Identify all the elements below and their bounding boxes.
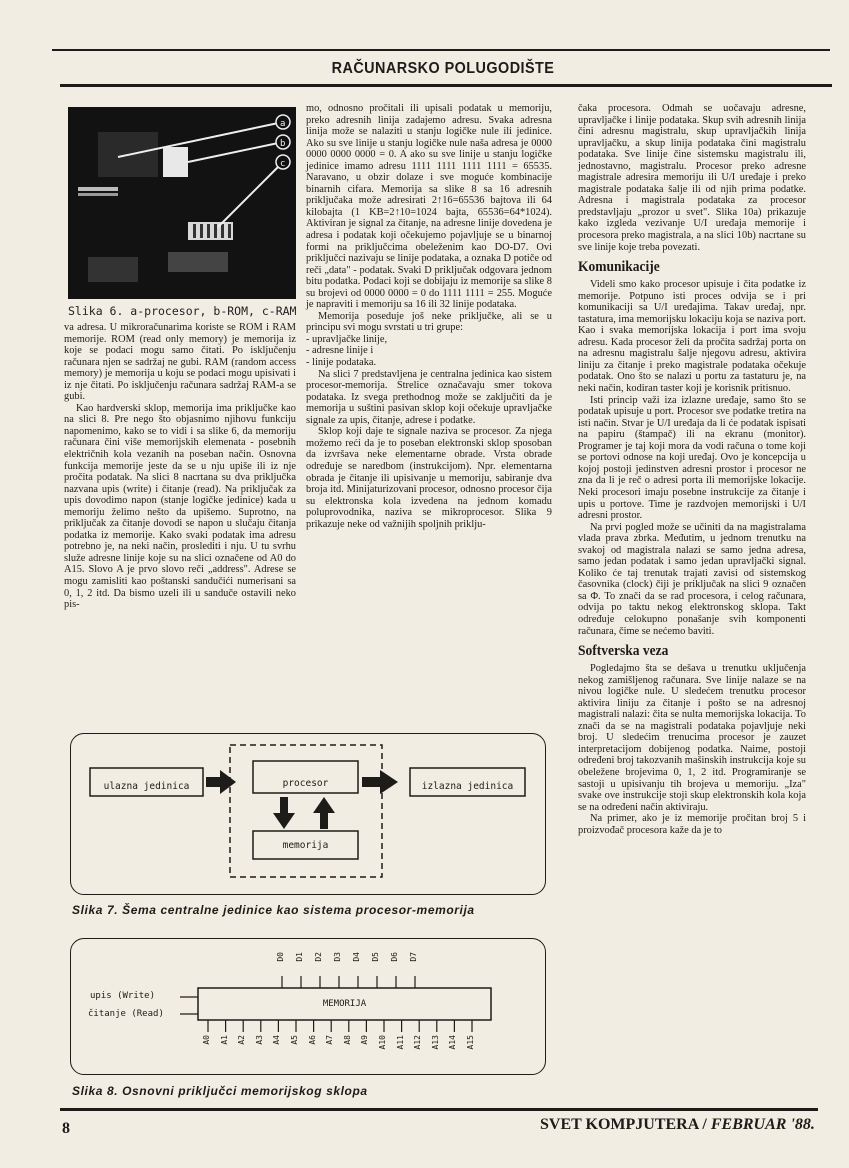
column-1 <box>64 322 296 611</box>
address-pin-label: A4 <box>272 1035 282 1045</box>
data-pin-label: D0 <box>276 952 285 962</box>
arrow-right-icon <box>206 770 236 794</box>
address-pin-label: A10 <box>378 1035 387 1050</box>
figure8-caption: Slika 8. Osnovni priključci memorijskog sklopa <box>72 1084 368 1098</box>
address-pin-label: A6 <box>307 1035 317 1045</box>
read-pin-label: čitanje (Read) <box>88 1009 164 1019</box>
address-pin-label: A3 <box>254 1035 264 1045</box>
chip-label: MEMORIJA <box>322 999 367 1009</box>
col2-paragraph-2: Memorija poseduje još neke priključke, ali se u principu svi mogu svrstati u tri grupe: <box>306 310 552 334</box>
address-pin-label: A5 <box>290 1035 299 1045</box>
issue-date: FEBRUAR '88. <box>710 1116 815 1133</box>
col2-list-item: - upravljačke linije, <box>306 333 388 345</box>
data-pins <box>282 976 415 988</box>
arrow-down-icon <box>273 797 295 829</box>
figure7-diagram <box>70 733 546 895</box>
footer-rule <box>60 1108 818 1111</box>
magazine-issue <box>540 1116 815 1134</box>
arrow-up-icon <box>313 797 335 829</box>
col2-list-item: - linije podataka. <box>306 357 377 369</box>
address-pin-label: A14 <box>448 1035 458 1050</box>
data-pin-label: D4 <box>352 952 361 962</box>
address-pin-label: A7 <box>325 1035 335 1045</box>
col1-paragraph-1: va adresa. U mikroračunarima koriste se ROM i RAM memorije. ROM (read only memory) je memorija iz koje se podaci mogu samo čitati. Po isključenju računara njen se sadržaj ne gubi. RAM (random access memory) je memorija u koju se podaci mogu upisivati i iz nje čitati. Po isključenju računara sadržaj RAM-a se gubi. <box>64 322 296 403</box>
address-pin-label: A2 <box>237 1035 247 1045</box>
photo-label-a: a <box>280 119 286 129</box>
photo-label-b: b <box>280 139 286 149</box>
col2-list-item: - adresne linije i <box>306 345 374 357</box>
address-pin-label: A13 <box>430 1035 440 1050</box>
col3-paragraph-1: čaka procesora. Odmah se uočavaju adresne, upravljačke i linije podataka. Skup svih adresnih linija čini adresnu magistralu, skup upravljačkih linija upravljačku, a skup linija podataka čini magistralu podataka. Sve linije čine sistemsku magistralu ili, jednostavno, magistralu. Procesor preko adresne magistrale adresira memoriju ili U/I uređaje i preko magistrale podataka šalje ili od njih prima podatke. Adresna i magistrala podataka za procesor predstavljaju „prozor u svet". Slika 10a) prikazuje kako izgleda vezivanje U/I uređaja memorije i procesora preko magistrala, a na slici 10b) nacrtane su sve linije koje treba povezati. <box>578 103 806 253</box>
address-pin-label: A9 <box>360 1035 370 1045</box>
data-pin-label: D5 <box>371 952 380 962</box>
col3-paragraph-2: Videli smo kako procesor upisuje i čita podatke iz memorije. Potpuno isti proces odvija se i pri komunikaciji sa U/I uređajima. Takav uređaj, npr. tastatura, ima memorijsku lokaciju koja se naziva port. Kao i svaka memorijska lokacija i port ima svoju adresu. Kada procesor želi da pročita sadržaj porta on na adresnu magistralu šalje njegovu adresu, aktivira liniju za čitanje i preko magistrale podataka očekuje podatak. Ono što se nalazi u portu za tastaturu je, na neki način, kodiran taster koji je korisnik pritisnuo. <box>578 279 806 395</box>
processor-label: procesor <box>282 778 329 789</box>
figure6-caption: Slika 6. a-procesor, b-ROM, c-RAM <box>68 304 297 318</box>
address-pin-label: A1 <box>219 1035 229 1045</box>
address-pin-label: A12 <box>413 1035 423 1050</box>
circuit-board-image <box>68 107 296 299</box>
col2-paragraph-1: mo, odnosno pročitali ili upisali podatak u memoriju, preko adresnih linija zadajemo adresu. Svaka adresna linija može se nalaziti u stanju logičke nule ili jedinice. Ako su sve linije u stanju logičke nule naša adresa je 0000 0000 0000 0000 = 0. A ako su sve linije u stanju logičke jedinice imamo adresu 1111 1111 1111 1111 = 65535. Naravano, u obzir dolaze i sve moguće kombinacije binarnih cifara. Memorija sa slike 8 sa 16 adresnih priključaka može adresirati 2↑16=65536 bajtova ili 64 kilobajta (1 KB=2↑10=1024 bajta, 65536=64*1024). Aktiviran je signal za čitanje, na adresne linije dovedena je adresa i podatak koji očekujemo pojavljuje se u binarnoj formi na priključcima obeleženim kao DO-D7. Ovi priključci nazivaju se linije podataka, a oznaka D potiče od reči „data" - podatak. Svaki D priključak odgovara jednom bitu podatka. Podaci koji se dobijaju iz memorije sa slike 8 su brojevi od 0000 0000 = 0 do 1111 1111 = 255. Moguće je napraviti i memoriju sa 16 ili 32 linije podataka. <box>306 103 552 311</box>
figure6-photo <box>68 107 296 299</box>
col3-paragraph-3: Isti princip važi iza izlazne uređaje, samo što se podatak upisuje u port. Procesor sve podatke tretira na isti način. Stvar je U/I uređaja da li će podatak ispisati na papiru (štampač) ili na ekranu (monitor). Programer je taj koji mora da vodi računa o tome koji se portovi odnose na koji uređaj. Ovo je koncepcija u kojoj postoji jedinstven adresni prostor i procesor ne zna da li je reč o adresi porta ili memorijske lokacije. Neki procesori imaju posebne instrukcije za čitanje i upis u portove. Time je razdvojen memorijski i U/I adresni prostor. <box>578 394 806 522</box>
output-unit-label: izlazna jedinica <box>421 781 514 792</box>
address-pins <box>208 1020 472 1032</box>
col2-paragraph-4: Sklop koji daje te signale naziva se procesor. Za njega možemo reći da je to poseban elektronski sklop sposoban da izvršava neke elementarne obrade. Vrsta obrade određuje se naredbom (instrukcijom). Npr. elementarna obrada je čitanje ili upisivanje u memoriju, sabiranje dva broja itd. Minijaturizovani procesor, odnosno procesor čija su elektronska kola izvedena na jednom komadu poluprovodnika, naziva se mikroprocesor. Slika 9 prikazuje neke od važnijih spoljnih priklju- <box>306 426 552 530</box>
col3-paragraph-5: Pogledajmo šta se dešava u trenutku uključenja nekog zamišljenog računara. Sve linije nalaze se na nivou logičke nule. U sledećem trenutku procesor aktivira liniju za čitanje i pošto se na adresnoj magistrali nalazi: čita se nulta memorijska lokacija. To znači da se na magistrali podataka pojavljuje neki broj. U sledećim trenucima procesor je zauzet interpretacijom dobijenog podatka. Naime, postoji određeni broj takozvanih mašinskih instrukcija koje su obeležene brojevima 0, 1, 2 itd. Programiranje se sastoji u upisivanju tih brojeva u memoriju. „Iza" svake ove instrukcije stoji skup elektronskih kola koja se na određeni način aktiviraju. <box>578 663 806 813</box>
address-pin-label: A15 <box>466 1035 475 1050</box>
column-2 <box>306 103 552 530</box>
arrow-right-icon <box>362 770 398 794</box>
section-heading-komunikacije: Komunikacije <box>578 259 660 276</box>
header-rule <box>60 84 832 87</box>
figure7-caption: Slika 7. Šema centralne jedinice kao sistema procesor-memorija <box>72 903 475 917</box>
address-pin-label: A0 <box>202 1035 211 1045</box>
input-unit-label: ulazna jedinica <box>103 781 190 792</box>
data-pin-label: D3 <box>333 952 342 962</box>
magazine-title: SVET KOMPJUTERA <box>540 1116 699 1133</box>
write-pin-label: upis (Write) <box>90 991 156 1001</box>
address-pin-label: A11 <box>395 1035 405 1050</box>
data-pin-label: D7 <box>409 952 418 962</box>
data-pin-label: D1 <box>295 952 304 962</box>
photo-label-c: c <box>280 159 286 169</box>
col1-paragraph-2: Kao hardverski sklop, memorija ima priključke kao na slici 8. Pre nego što objasnimo njihovu funkciju napomenimo, kako se to vidi i sa slike 6, da memoriju računara čini više memorijskih elemenata - posebnih električnih kola vezanih na poseban način. Osnovna funkcija memorije jeste da se u nju upiše ili iz nje pročita podatak. Na slici 8 nacrtana su dva priključka nazvana upis (write) i čitanje (read). Na priključak za upis dovodimo napon (stanje logičke jedinice) kada u memoriju želimo nešto da upišemo. Suprotno, na priključak za čitanje dovodi se napon u slučaju čitanja podatka iz memorije. Kako svaki podatak ima adresu potrebno je, na neki način, proslediti i nju. U tu svrhu služe adresne linije koje su na slici označene od A0 do A15. Slovo A je prvo slovo reči „address". Adrese se mogu zamisliti kao poštanski sandučići numerisani sa 0, 1, 2 itd. Da bismo uzeli ili u sanduče ostavili neko pis- <box>64 402 296 611</box>
col3-paragraph-6: Na primer, ako je iz memorije pročitan broj 5 i proizvođač procesora kaže da je to <box>578 813 806 836</box>
issue-separator: / <box>702 1116 711 1133</box>
col2-paragraph-3: Na slici 7 predstavljena je centralna jedinica kao sistem procesor-memorija. Strelice označavaju smer tokova podataka. Iz svega prethodnog može se zaključiti da je memorija u suštini pasivan sklop koji očekuje upravljačke signale za upis, čitanje, adrese i podatke. <box>306 368 552 426</box>
memory-label: memorija <box>282 840 329 851</box>
section-heading-softverska-veza: Softverska veza <box>578 643 669 660</box>
data-pin-label: D2 <box>314 952 323 962</box>
page-number: 8 <box>62 1120 70 1137</box>
page-header: RAČUNARSKO POLUGODIŠTE <box>331 60 555 77</box>
col3-paragraph-4: Na prvi pogled može se učiniti da na magistralama vlada prava zbrka. Međutim, u jednom trenutku na svakoj od magistrala nalazi se samo jedna adresa, samo jedan podatak i samo jedan upravljački signal. Koliko će taj trenutak trajati zavisi od sistemskog časovnika (clock) čiji je priključak na slici 9 označen sa Φ. To znači da se rad procesora, i celog računara, odvija po taktu nekog elektronskog sklopa. Takt određuje celokupno ponašanje svih komponenti računara, čime se nećemo baviti. <box>578 521 806 637</box>
column-3 <box>578 103 806 836</box>
data-pin-label: D6 <box>390 952 399 962</box>
top-rule <box>52 49 830 51</box>
address-pin-label: A8 <box>342 1035 352 1045</box>
